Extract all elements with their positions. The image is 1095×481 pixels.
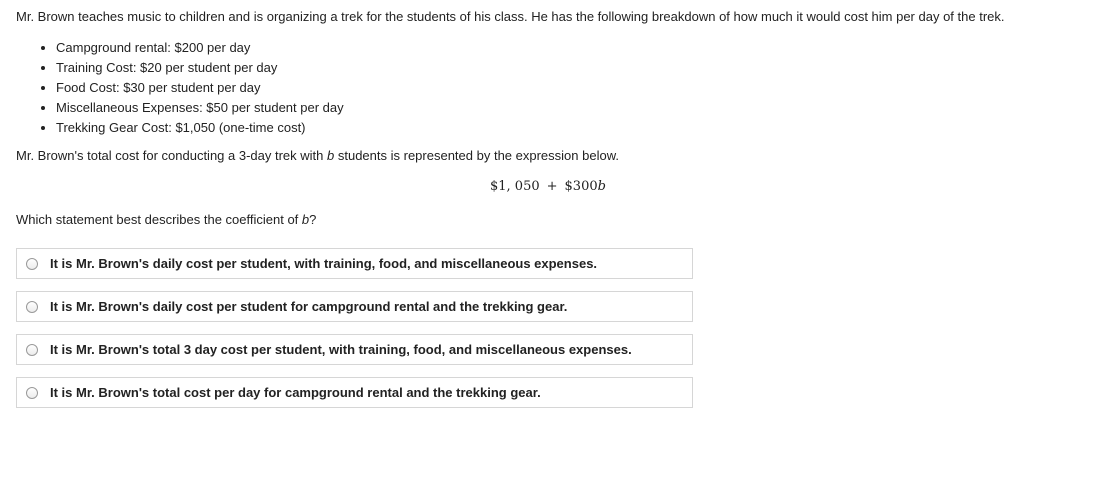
cost-item-campground: • Campground rental: $200 per day (56, 38, 1086, 58)
cost-breakdown-list (16, 38, 1086, 138)
answer-choice-label: It is Mr. Brown's daily cost per student for campground rental and the trekking gear. (50, 299, 568, 314)
answer-choice-1[interactable] (16, 248, 693, 279)
cost-expression (490, 177, 1086, 197)
expression-intro-after: students is represented by the expression below. (334, 148, 619, 163)
radio-button-icon[interactable] (26, 387, 38, 399)
answer-choice-label: It is Mr. Brown's total 3 day cost per student, with training, food, and miscellaneous expenses. (50, 342, 632, 357)
question-variable: b (301, 212, 310, 227)
answer-choice-label: It is Mr. Brown's total cost per day for campground rental and the trekking gear. (50, 385, 541, 400)
radio-button-icon[interactable] (26, 301, 38, 313)
answer-choices (16, 248, 1086, 408)
expression-intro-variable: b (327, 148, 335, 163)
expression-intro-before: Mr. Brown's total cost for conducting a 3-day trek with (16, 148, 328, 163)
radio-button-icon[interactable] (26, 258, 38, 270)
answer-choice-2[interactable] (16, 291, 693, 322)
answer-choice-4[interactable] (16, 377, 693, 408)
cost-item-food: • Food Cost: $30 per student per day (56, 78, 1086, 98)
answer-choice-label: It is Mr. Brown's daily cost per student, with training, food, and miscellaneous expenses. (50, 256, 598, 271)
formula-variable: b (597, 179, 606, 194)
expression-intro (16, 146, 1086, 166)
formula-plus-operator: + (546, 179, 558, 194)
formula-coefficient: $300 (564, 179, 598, 194)
question-after: ? (309, 212, 317, 227)
answer-choice-3[interactable] (16, 334, 693, 365)
formula-constant: $1, 050 (490, 179, 540, 194)
problem-intro: Mr. Brown teaches music to children and is organizing a trek for the students of his class. He has the following breakdown of how much it would cost him per day of the trek. (16, 9, 1005, 24)
cost-item-miscellaneous: • Miscellaneous Expenses: $50 per student per day (56, 98, 1086, 118)
question-page (16, 6, 1086, 420)
radio-button-icon[interactable] (26, 344, 38, 356)
question-before: Which statement best describes the coefficient of (16, 212, 302, 227)
cost-item-trekking-gear: • Trekking Gear Cost: $1,050 (one-time cost) (56, 118, 1086, 138)
cost-item-training: • Training Cost: $20 per student per day (56, 58, 1086, 78)
question-prompt (16, 210, 1086, 230)
